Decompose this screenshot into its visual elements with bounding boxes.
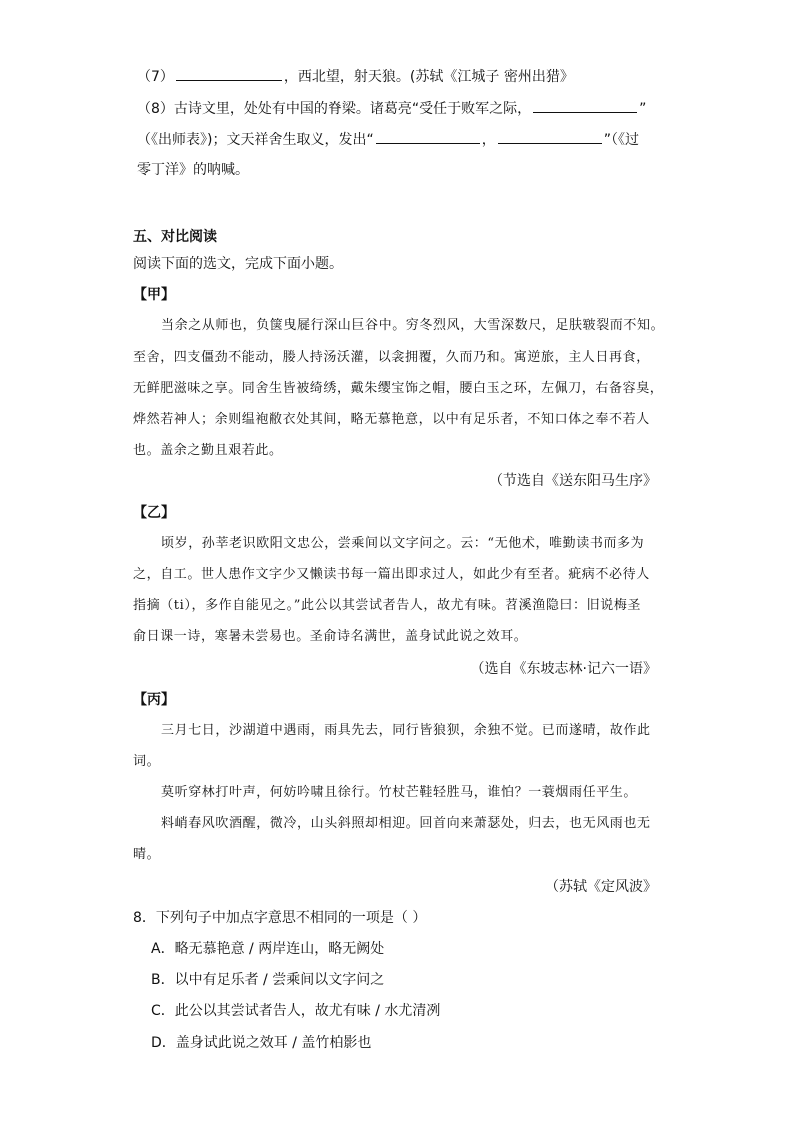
passage-jia-line: 烨然若神人；余则缊袍敝衣处其间，略无慕艳意，以中有足乐者，不知口体之奉不若人: [133, 412, 650, 427]
passage-yi-label: 【乙】: [133, 505, 175, 521]
q8-line2-tail: ”（《过: [603, 132, 639, 148]
poem-line: 料峭春风吹酒醒，微冷，山头斜照却相迎。回首向来萧瑟处，归去，也无风雨也无: [161, 816, 651, 831]
q8-close-quote: ”: [639, 101, 647, 117]
passage-jia-line: 当余之从师也，负箧曳屣行深山巨谷中。穷冬烈风，大雪深数尺，足肤皲裂而不知。: [161, 318, 665, 333]
passage-yi-line: 指摘（ti），多作自能见之。”此公以其尝试者告人，故尤有味。苕溪渔隐曰：旧说梅圣: [133, 598, 642, 613]
poem-line: 晴。: [133, 847, 161, 862]
passage-yi-line: 顷岁，孙莘老识欧阳文忠公，尝乘间以文字问之。云：“无他术，唯勤读书而多为: [161, 536, 645, 551]
passage-yi-line: 之，自工。世人患作文字少又懒读书每一篇出即求过人，如此少有至者。疵病不必待人: [133, 567, 650, 582]
passage-jia-line: 无鲜肥滋味之享。同舍生皆被绮绣，戴朱缨宝饰之帽，腰白玉之环，左佩刀，右备容臭，: [133, 381, 664, 396]
passage-jia-source: （节选自《送东阳马生序》: [489, 473, 657, 489]
passage-bing-intro-line: 词。: [133, 754, 161, 769]
q8-answer-blank-2[interactable]: [376, 129, 480, 144]
q7-answer-blank[interactable]: [176, 66, 282, 81]
q8-answer-blank-3[interactable]: [498, 129, 602, 144]
passage-jia-line: 也。盖余之勤且艰若此。: [133, 443, 283, 458]
passage-yi-line: 俞日课一诗，寒暑未尝易也。圣俞诗名满世，盖身试此说之效耳。: [133, 629, 528, 644]
passage-yi-source: （选自《东坡志林·记六一语》: [470, 661, 657, 677]
question-8-stem: 8．下列句子中加点字意思不相同的一项是（ ）: [133, 910, 427, 926]
passage-bing-source: （苏轼《定风波》: [545, 879, 657, 895]
option-a[interactable]: A．略无慕艳意 / 两岸连山，略无阙处: [151, 941, 385, 957]
passage-bing-intro-line: 三月七日，沙湖道中遇雨，雨具先去，同行皆狼狈，余独不觉。已而遂晴，故作此: [161, 723, 651, 738]
section-heading: 五、对比阅读: [133, 229, 217, 245]
option-b[interactable]: B．以中有足乐者 / 尝乘间以文字问之: [151, 972, 385, 988]
passage-jia-line: 至舍，四支僵劲不能动，媵人持汤沃灌，以衾拥覆，久而乃和。寓逆旅，主人日再食，: [133, 350, 650, 365]
q8-answer-blank-1[interactable]: [533, 98, 637, 113]
passage-jia-label: 【甲】: [133, 287, 175, 303]
q8-line2-comma: ，: [481, 132, 496, 148]
option-d[interactable]: D．盖身试此说之效耳 / 盖竹柏影也: [151, 1035, 372, 1051]
section-instruction: 阅读下面的选文，完成下面小题。: [133, 256, 343, 272]
option-c[interactable]: C．此公以其尝试者告人，故尤有味 / 水尤清冽: [151, 1003, 441, 1019]
poem-line: 莫听穿林打叶声，何妨吟啸且徐行。竹杖芒鞋轻胜马，谁怕？一蓑烟雨任平生。: [161, 785, 638, 800]
q7-number: （7）: [137, 69, 174, 85]
question-8-line-1: [137, 98, 646, 119]
q7-text: ，西北望，射天狼。(苏轼《江城子 密州出猎》: [283, 69, 574, 85]
question-7: [137, 66, 574, 87]
q8-line2-prefix: （《出师表》)；文天祥舍生取义，发出“: [137, 132, 374, 148]
question-8-line-2: [137, 129, 639, 150]
passage-bing-label: 【丙】: [133, 692, 175, 708]
question-8-line-3: 零丁洋》的呐喊。: [137, 162, 249, 178]
q8-text: （8）古诗文里，处处有中国的脊梁。诸葛亮“受任于败军之际，: [137, 101, 532, 117]
